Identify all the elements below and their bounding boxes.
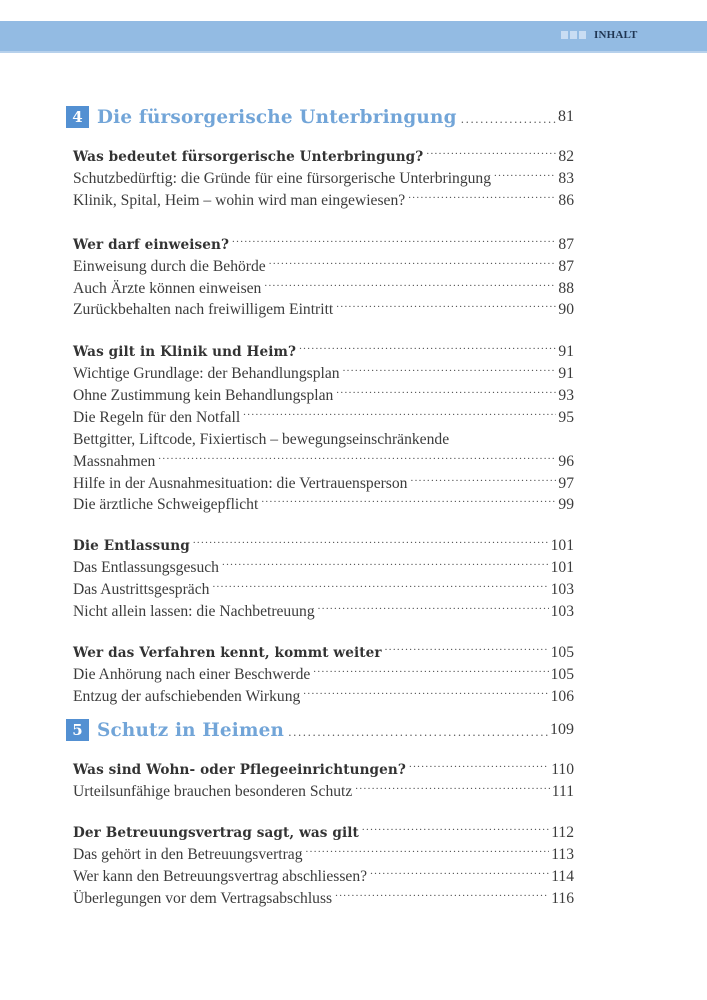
dot-leader (343, 356, 557, 378)
dot-leader (261, 487, 556, 509)
page-number: 106 (550, 688, 574, 705)
page-number: 96 (558, 453, 574, 470)
page-number: 103 (550, 603, 574, 620)
chapter-title: Die fürsorgerische Unterbringung (97, 106, 457, 128)
entry-title: Nicht allein lassen: die Nachbetreuung (73, 603, 315, 620)
toc-subsection-entry[interactable] (73, 550, 574, 576)
toc-subsection-entry[interactable] (73, 594, 574, 620)
page-number: 87 (558, 258, 574, 275)
dot-leader (318, 594, 549, 616)
entry-title: Das Entlassungsgesuch (73, 559, 219, 576)
entry-title: Bettgitter, Liftcode, Fixiertisch – bewegungseinschränkende (73, 431, 450, 448)
page-number: 113 (551, 846, 574, 863)
page-number: 91 (558, 365, 574, 382)
page-number: 105 (550, 644, 574, 661)
dot-leader (193, 528, 549, 550)
page-number: 112 (551, 824, 574, 841)
page-number: 87 (558, 236, 574, 253)
page-number: 105 (550, 666, 574, 683)
page-number: 99 (558, 496, 574, 513)
entry-title: Wichtige Grundlage: der Behandlungsplan (73, 365, 340, 382)
page-number: 93 (558, 387, 574, 404)
chapter-title: Schutz in Heimen (97, 719, 285, 741)
entry-title: Die ärztliche Schweigepflicht (73, 496, 259, 513)
toc-subsection-entry[interactable] (73, 837, 574, 863)
entry-title: Klinik, Spital, Heim – wohin wird man eingewiesen? (73, 192, 406, 209)
entry-title: Was bedeutet fürsorgerische Unterbringung? (73, 149, 424, 165)
dot-leader (313, 657, 548, 679)
page-number: 88 (558, 280, 574, 297)
toc-section-entry[interactable] (73, 528, 574, 554)
dot-leader (288, 717, 549, 743)
entry-title: Was gilt in Klinik und Heim? (73, 344, 297, 360)
dot-leader (362, 815, 549, 837)
toc-subsection-entry-continuation[interactable] (73, 444, 574, 470)
toc-subsection-entry[interactable] (73, 271, 574, 297)
toc-subsection-entry[interactable] (73, 859, 574, 885)
dot-leader (306, 837, 550, 859)
entry-title: Die Entlassung (73, 538, 190, 554)
entry-title: Urteilsunfähige brauchen besonderen Schutz (73, 783, 353, 800)
toc-subsection-entry[interactable] (73, 161, 574, 187)
dot-leader (461, 104, 557, 130)
toc-section-entry[interactable] (73, 334, 574, 360)
toc-subsection-entry[interactable] (73, 572, 574, 598)
dot-leader (299, 334, 556, 356)
running-header-label: INHALT (594, 29, 638, 41)
chapter-heading[interactable] (66, 717, 574, 743)
toc-subsection-entry[interactable] (73, 183, 574, 209)
toc-section-entry[interactable] (73, 227, 574, 253)
page-number: 111 (551, 783, 574, 800)
toc-subsection-entry[interactable] (73, 657, 574, 683)
page-number: 82 (558, 148, 574, 165)
chapter-number-badge: 5 (66, 719, 89, 741)
toc-section-entry[interactable] (73, 752, 574, 778)
chapter-number-badge: 4 (66, 106, 89, 128)
toc-subsection-entry[interactable] (73, 774, 574, 800)
entry-title: Ohne Zustimmung kein Behandlungsplan (73, 387, 334, 404)
dot-leader (222, 550, 549, 572)
toc-subsection-entry[interactable] (73, 422, 574, 448)
toc-section-entry[interactable] (73, 635, 574, 661)
toc-subsection-entry[interactable] (73, 881, 574, 907)
entry-title: Massnahmen (73, 453, 156, 470)
page-number: 116 (551, 890, 574, 907)
dot-leader (212, 572, 548, 594)
page-number: 81 (558, 108, 574, 125)
dot-leader (385, 635, 549, 657)
dot-leader (355, 774, 549, 796)
dot-leader (408, 183, 556, 205)
entry-title: Schutzbedürftig: die Gründe für eine fürsorgerische Unterbringung (73, 170, 492, 187)
page-number: 103 (550, 581, 574, 598)
toc-subsection-entry[interactable] (73, 679, 574, 705)
dot-leader (336, 378, 556, 400)
toc-section-entry[interactable] (73, 815, 574, 841)
page-number: 101 (550, 559, 574, 576)
page-number: 90 (558, 301, 574, 318)
entry-title: Der Betreuungsvertrag sagt, was gilt (73, 825, 359, 841)
page-number: 86 (558, 192, 574, 209)
toc-section-entry[interactable] (73, 139, 574, 165)
page-number: 110 (551, 761, 574, 778)
chapter-heading[interactable] (66, 104, 574, 130)
dot-leader (243, 400, 556, 422)
entry-title: Zurückbehalten nach freiwilligem Eintritt (73, 301, 334, 318)
entry-title: Das gehört in den Betreuungsvertrag (73, 846, 303, 863)
toc-subsection-entry[interactable] (73, 292, 574, 318)
dot-leader (409, 752, 549, 774)
page-number: 97 (558, 475, 574, 492)
entry-title: Die Regeln für den Notfall (73, 409, 241, 426)
toc-subsection-entry[interactable] (73, 487, 574, 513)
dot-leader (269, 249, 557, 271)
toc-subsection-entry[interactable] (73, 249, 574, 275)
page-number: 91 (558, 343, 574, 360)
page-number: 83 (558, 170, 574, 187)
entry-title: Einweisung durch die Behörde (73, 258, 266, 275)
entry-title: Wer kann den Betreuungsvertrag abschliessen? (73, 868, 368, 885)
entry-title: Wer darf einweisen? (73, 237, 230, 253)
dot-leader (494, 161, 556, 183)
toc-subsection-entry[interactable] (73, 400, 574, 426)
entry-title: Überlegungen vor dem Vertragsabschluss (73, 890, 333, 907)
dot-leader (426, 139, 556, 161)
entry-title: Auch Ärzte können einweisen (73, 280, 262, 297)
dot-leader (303, 679, 548, 701)
dot-leader (335, 881, 549, 903)
entry-title: Die Anhörung nach einer Beschwerde (73, 666, 311, 683)
page-number: 101 (550, 537, 574, 554)
toc-subsection-entry[interactable] (73, 356, 574, 382)
dot-leader (232, 227, 556, 249)
toc-subsection-entry[interactable] (73, 378, 574, 404)
dot-leader (370, 859, 549, 881)
dot-leader (158, 444, 556, 466)
page-number: 114 (551, 868, 574, 885)
dot-leader (336, 292, 556, 314)
page-number: 109 (550, 721, 574, 738)
dot-leader (264, 271, 556, 293)
entry-title: Was sind Wohn- oder Pflegeeinrichtungen? (73, 762, 406, 778)
entry-title: Hilfe in der Ausnahmesituation: die Vertrauensperson (73, 475, 408, 492)
entry-title: Entzug der aufschiebenden Wirkung (73, 688, 301, 705)
page-number: 95 (558, 409, 574, 426)
toc-subsection-entry[interactable] (73, 466, 574, 492)
dot-leader (410, 466, 556, 488)
entry-title: Das Austrittsgespräch (73, 581, 210, 598)
entry-title: Wer das Verfahren kennt, kommt weiter (73, 645, 382, 661)
